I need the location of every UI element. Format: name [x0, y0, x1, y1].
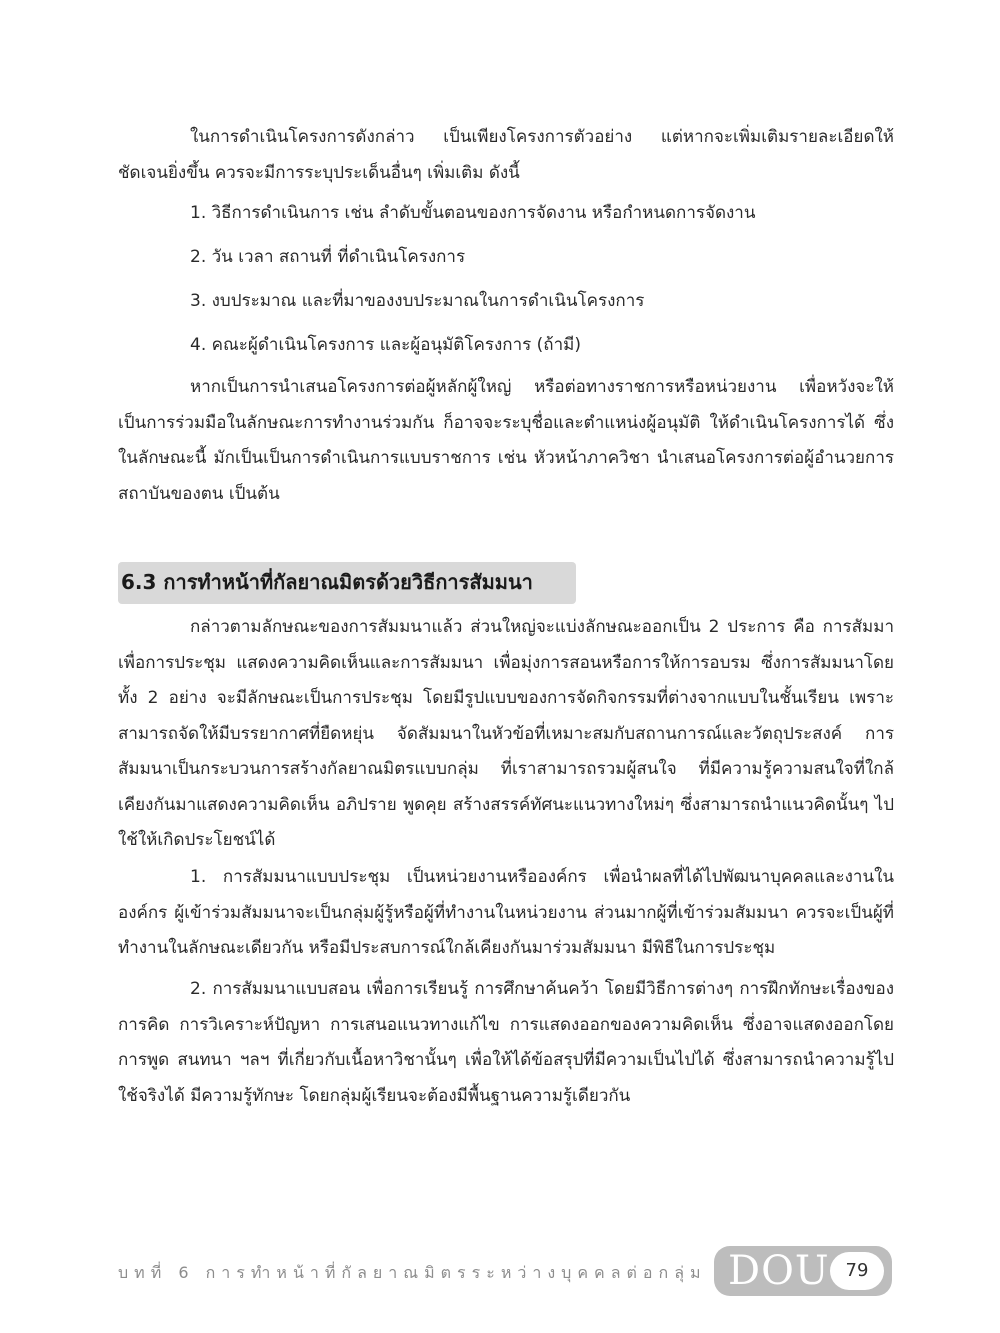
seminar-type-1-paragraph: 1. การสัมมนาแบบประชุม เป็นหน่วยงานหรือองค์กร เพื่อนำผลที่ได้ไปพัฒนาบุคคลและงานในองค์กร ผู้เข้าร่วมสัมมนาจะเป็นกลุ่มผู้รู้หรือผู้ที่ทำงานในหน่วยงาน ส่วนมากผู้ที่เข้าร่วมสัมมนา ควรจะเป็นผู้ที่ทำงานในลักษณะเดียวกัน หรือมีประสบการณ์ใกล้เคียงกันมาร่วมสัมมนา มีพิธีในการประชุม: [118, 867, 894, 958]
list-item-3: 3. งบประมาณ และที่มาของงบประมาณในการดำเนินโครงการ: [190, 291, 645, 311]
seminar-type-2-paragraph: 2. การสัมมนาแบบสอน เพื่อการเรียนรู้ การศึกษาค้นคว้า โดยมีวิธีการต่างๆ การฝึกทักษะเรื่องของการคิด การวิเคราะห์ปัญหา การเสนอแนวทางแก้ไข การแสดงออกของความคิดเห็น ซึ่งอาจแสดงออกโดยการพูด สนทนา ฯลฯ ที่เกี่ยวกับเนื้อหาวิชานั้นๆ เพื่อให้ได้ข้อสรุปที่มีความเป็นไปได้ ซึ่งสามารถนำความรู้ไปใช้จริงได้ มีความรู้ทักษะ โดยกลุ่มผู้เรียนจะต้องมีพื้นฐานความรู้เดียวกัน: [118, 979, 894, 1106]
intro-paragraph: ในการดำเนินโครงการดังกล่าว เป็นเพียงโครงการตัวอย่าง แต่หากจะเพิ่มเติมรายละเอียดให้ชัดเจนยิ่งขึ้น ควรจะมีการระบุประเด็นอื่นๆ เพิ่มเติม ดังนี้: [118, 127, 894, 183]
proposal-paragraph: หากเป็นการนำเสนอโครงการต่อผู้หลักผู้ใหญ่ หรือต่อทางราชการหรือหน่วยงาน เพื่อหวังจะให้เป็นการร่วมมือในลักษณะการทำงานร่วมกัน ก็อาจจะระบุชื่อและตำแหน่งผู้อนุมัติ ให้ดำเนินโครงการได้ ซึ่งในลักษณะนี้ มักเป็นเป็นการดำเนินการแบบราชการ เช่น หัวหน้าภาควิชา นำเสนอโครงการต่อผู้อำนวยการสถาบันของตน เป็นต้น: [118, 377, 894, 504]
dou-logo: DOU: [728, 1248, 830, 1294]
list-item-2: 2. วัน เวลา สถานที่ ที่ดำเนินโครงการ: [190, 247, 466, 267]
footer-chapter-title: บทที่ 6 การทำหน้าที่กัลยาณมิตรระหว่างบุคคลต่อกลุ่ม: [118, 1263, 707, 1282]
section-body-paragraph: กล่าวตามลักษณะของการสัมมนาแล้ว ส่วนใหญ่จะแบ่งลักษณะออกเป็น 2 ประการ คือ การสัมมาเพื่อการประชุม แสดงความคิดเห็นและการสัมมนา เพื่อมุ่งการสอนหรือการให้การอบรม ซึ่งการสัมมนาโดยทั้ง 2 อย่าง จะมีลักษณะเป็นการประชุม โดยมีรูปแบบของการจัดกิจกรรมที่ต่างจากแบบในชั้นเรียน เพราะสามารถจัดให้มีบรรยากาศที่ยืดหยุ่น จัดสัมมนาในหัวข้อที่เหมาะสมกับสถานการณ์และวัตถุประสงค์ การสัมมนาเป็นกระบวนการสร้างกัลยาณมิตรแบบกลุ่ม ที่เราสามารถรวมผู้สนใจ ที่มีความรู้ความสนใจที่ใกล้เคียงกันมาแสดงความคิดเห็น อภิปราย พูดคุย สร้างสรรค์ทัศนะแนวทางใหม่ๆ ซึ่งสามารถนำแนวคิดนั้นๆ ไปใช้ให้เกิดประโยชน์ได้: [118, 617, 894, 850]
section-heading: 6.3 การทำหน้าที่กัลยาณมิตรด้วยวิธีการสัมมนา: [121, 570, 533, 594]
page-number: 79: [830, 1252, 884, 1290]
list-item-4: 4. คณะผู้ดำเนินโครงการ และผู้อนุมัติโครงการ (ถ้ามี): [190, 335, 581, 355]
list-item-1: 1. วิธีการดำเนินการ เช่น ลำดับขั้นตอนของการจัดงาน หรือกำหนดการจัดงาน: [190, 203, 756, 223]
